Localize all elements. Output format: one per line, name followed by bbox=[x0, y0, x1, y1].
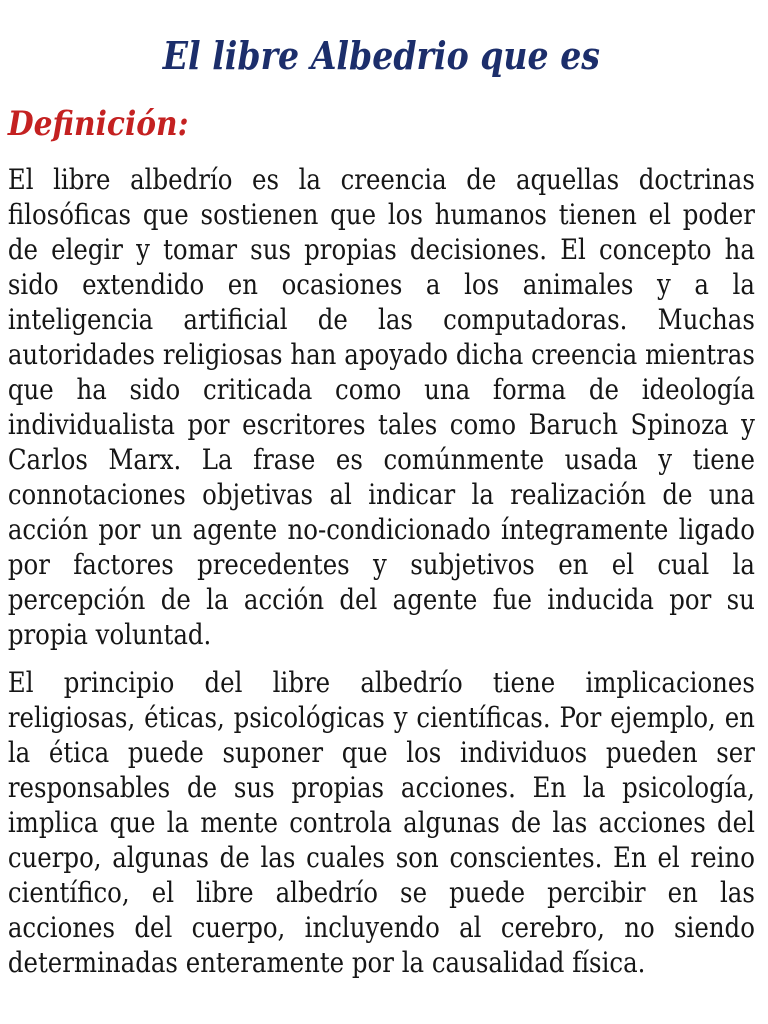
paragraph-free-will-implications: El principio del libre albedrío tiene implicaciones religiosas, éticas, psicológicas y científicas. Por ejemplo, en la ética puede suponer que los individuos pueden ser responsables de sus propias acciones. En la psicología, implica que la mente controla algunas de las acciones del cuerpo, algunas de las cuales son conscientes. En el reino científico, el libre albedrío se puede percibir en las acciones del cuerpo, incluyendo al cerebro, no siendo determinadas enteramente por la causalidad física. bbox=[7, 666, 755, 979]
definition-heading: Definición: bbox=[7, 104, 189, 144]
paragraph-free-will-definition: El libre albedrío es la creencia de aquellas doctrinas filosóficas que sostienen que los humanos tienen el poder de elegir y tomar sus propias decisiones. El concepto ha sido extendido en ocasiones a los animales y a la inteligencia artificial de las computadoras. Muchas autoridades religiosas han apoyado dicha creencia mientras que ha sido criticada como una forma de ideología individualista por escritores tales como Baruch Spinoza y Carlos Marx. La frase es comúnmente usada y tiene connotaciones objetivas al indicar la realización de una acción por un agente no-condicionado íntegramente ligado por factores precedentes y subjetivos en el cual la percepción de la acción del agente fue inducida por su propia voluntad. bbox=[7, 163, 755, 651]
page-title: El libre Albedrio que es bbox=[162, 33, 600, 78]
document-page bbox=[0, 34, 768, 980]
